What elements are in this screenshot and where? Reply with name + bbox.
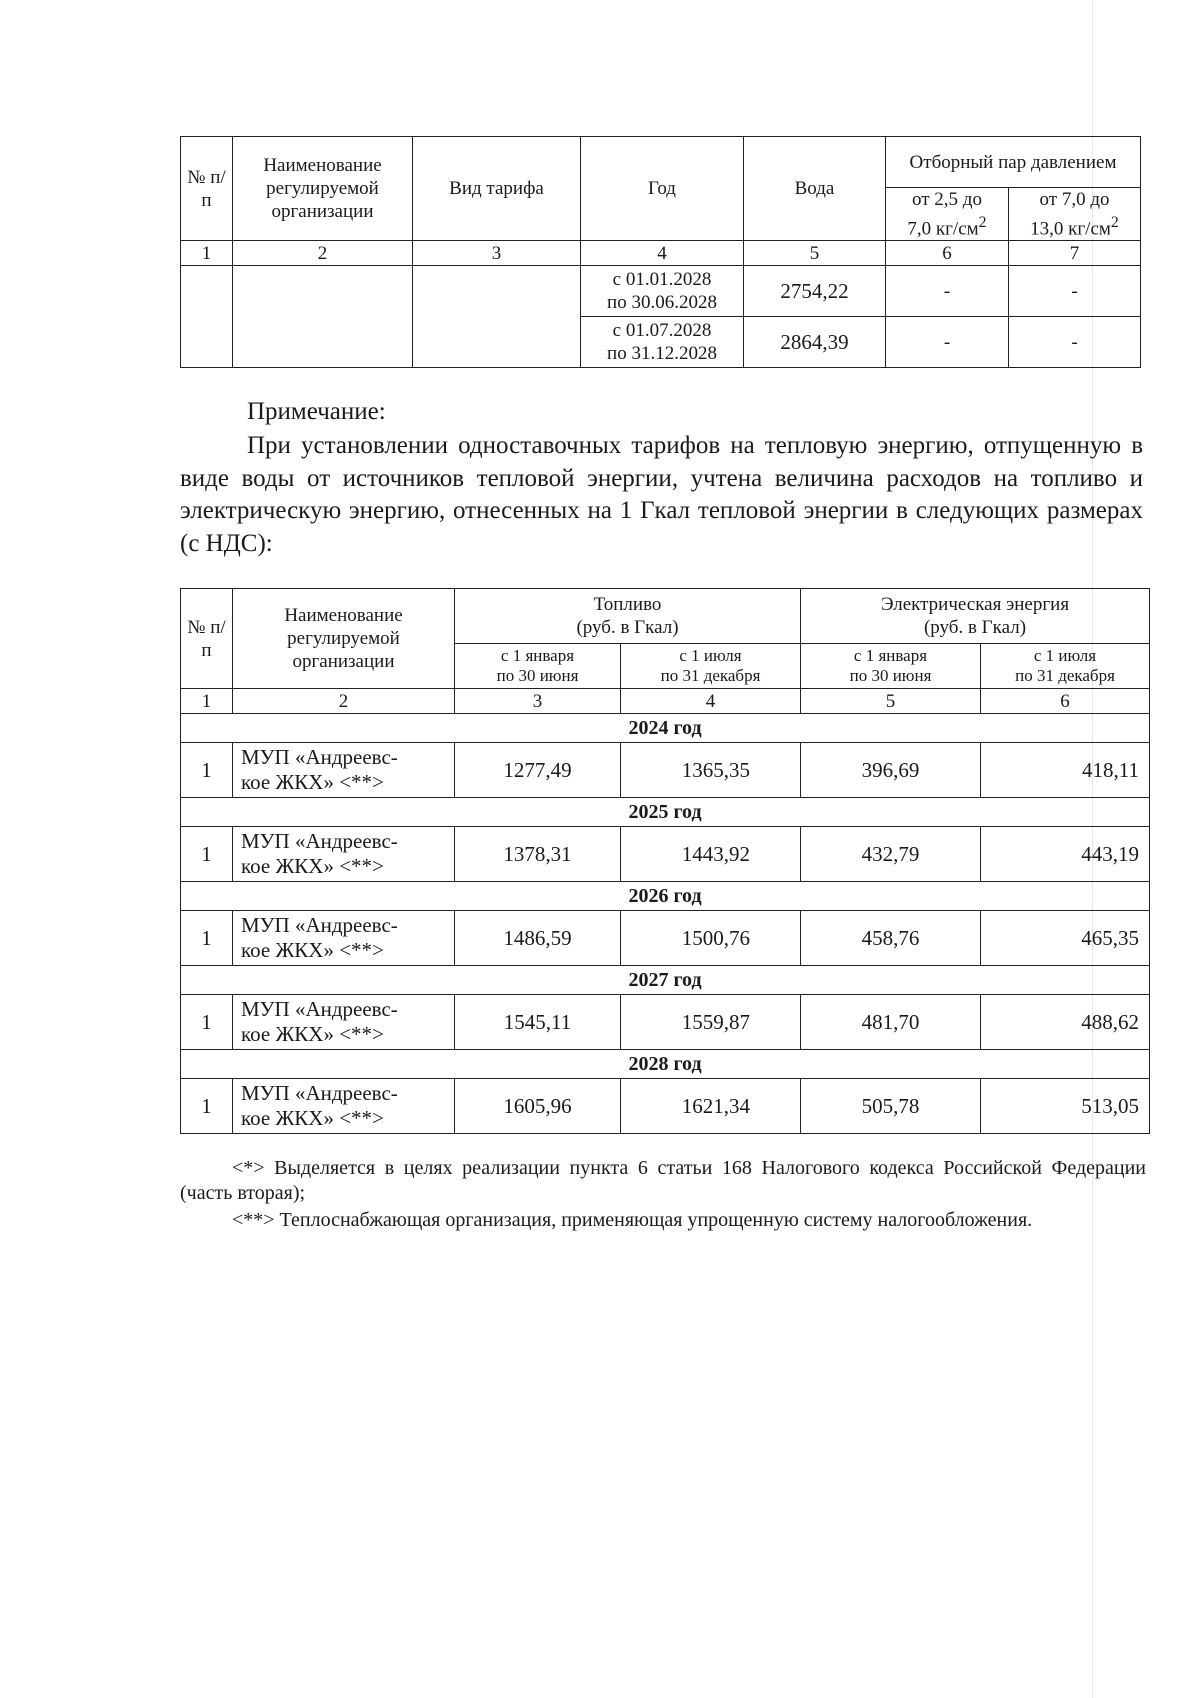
cell-fuel-h1: 1486,59 [455, 911, 621, 966]
col-number: 3 [413, 241, 581, 266]
cell-period: с 01.01.2028 по 30.06.2028 [581, 266, 744, 317]
note-text: При установлении одноставочных тарифов на тепловую энергию, отпущенную в виде воды от источников тепловой энергии, учтена величина расходов на топливо и электрическую энергию, отнесенных на 1 Гкал тепловой энергии в следующих размерах (с НДС): [180, 432, 1143, 557]
cell-fuel-h2: 1443,92 [621, 827, 801, 882]
col-number: 1 [181, 241, 233, 266]
cell-fuel-h2: 1559,87 [621, 995, 801, 1050]
cell-steam-high: - [1009, 266, 1141, 317]
table-row [181, 911, 1150, 966]
fuel-electricity-table [180, 588, 1150, 1134]
cell-fuel-h1: 1605,96 [455, 1079, 621, 1134]
footnote-vat: <*> Выделяется в целях реализации пункта 6 статьи 168 Налогового кодекса Российской Федерации (часть вторая); [180, 1157, 1146, 1204]
cell-num: 1 [181, 1079, 233, 1134]
header-elec-h2: с 1 июля по 31 декабря [981, 644, 1150, 689]
year-header: 2027 год [181, 966, 1150, 995]
cell-elec-h2: 488,62 [981, 995, 1150, 1050]
header-org: Наименование регулируемой организации [233, 589, 455, 689]
cell-fuel-h2: 1621,34 [621, 1079, 801, 1134]
header-elec-h1: с 1 января по 30 июня [801, 644, 981, 689]
cell-elec-h2: 418,11 [981, 743, 1150, 798]
header-fuel-h1: с 1 января по 30 июня [455, 644, 621, 689]
cell-num: 1 [181, 911, 233, 966]
col-number: 6 [886, 241, 1009, 266]
header-steam-low: от 2,5 до 7,0 $кг/см^2$ [886, 188, 1009, 241]
table-row [181, 1079, 1150, 1134]
cell-org [233, 266, 413, 368]
header-fuel: Топливо (руб. в Гкал) [455, 589, 801, 644]
header-num: № п/п [181, 137, 233, 241]
cell-num: 1 [181, 827, 233, 882]
cell-tariff [413, 266, 581, 368]
cell-fuel-h1: 1378,31 [455, 827, 621, 882]
cell-elec-h1: 481,70 [801, 995, 981, 1050]
cell-steam-low: - [886, 266, 1009, 317]
water-tariff-table [180, 136, 1141, 368]
cell-fuel-h2: 1500,76 [621, 911, 801, 966]
cell-org: МУП «Андреевс- кое ЖКХ» <**> [233, 911, 455, 966]
header-water: Вода [744, 137, 886, 241]
col-number: 5 [744, 241, 886, 266]
col-number: 2 [233, 689, 455, 714]
cell-fuel-h1: 1277,49 [455, 743, 621, 798]
col-number: 7 [1009, 241, 1141, 266]
cell-water: 2864,39 [744, 317, 886, 368]
cell-num [181, 266, 233, 368]
cell-fuel-h2: 1365,35 [621, 743, 801, 798]
header-year: Год [581, 137, 744, 241]
cell-steam-low: - [886, 317, 1009, 368]
cell-elec-h2: 513,05 [981, 1079, 1150, 1134]
cell-org: МУП «Андреевс- кое ЖКХ» <**> [233, 1079, 455, 1134]
col-number: 3 [455, 689, 621, 714]
cell-org: МУП «Андреевс- кое ЖКХ» <**> [233, 995, 455, 1050]
cell-water: 2754,22 [744, 266, 886, 317]
table-row [181, 266, 1141, 317]
cell-elec-h1: 458,76 [801, 911, 981, 966]
cell-elec-h2: 443,19 [981, 827, 1150, 882]
col-number: 4 [621, 689, 801, 714]
cell-period: с 01.07.2028 по 31.12.2028 [581, 317, 744, 368]
year-header: 2026 год [181, 882, 1150, 911]
header-num: № п/п [181, 589, 233, 689]
cell-elec-h1: 505,78 [801, 1079, 981, 1134]
header-electricity: Электрическая энергия (руб. в Гкал) [801, 589, 1150, 644]
header-tariff: Вид тарифа [413, 137, 581, 241]
table-row [181, 743, 1150, 798]
col-number: 2 [233, 241, 413, 266]
cell-org: МУП «Андреевс- кое ЖКХ» <**> [233, 827, 455, 882]
cell-fuel-h1: 1545,11 [455, 995, 621, 1050]
footnote-simplified-tax: <**> Теплоснабжающая организация, применяющая упрощенную систему налогообложения. [232, 1209, 1033, 1231]
header-steam-high: от 7,0 до 13,0 $кг/см^2$ [1009, 188, 1141, 241]
cell-elec-h1: 396,69 [801, 743, 981, 798]
cell-num: 1 [181, 743, 233, 798]
header-fuel-h2: с 1 июля по 31 декабря [621, 644, 801, 689]
table-row [181, 995, 1150, 1050]
year-header: 2025 год [181, 798, 1150, 827]
note-title: Примечание: [247, 398, 386, 425]
cell-elec-h1: 432,79 [801, 827, 981, 882]
table-row [181, 827, 1150, 882]
cell-steam-high: - [1009, 317, 1141, 368]
col-number: 4 [581, 241, 744, 266]
header-org: Наименование регулируемой организации [233, 137, 413, 241]
header-steam: Отборный пар давлением [886, 137, 1141, 188]
year-header: 2024 год [181, 714, 1150, 743]
col-number: 6 [981, 689, 1150, 714]
year-header: 2028 год [181, 1050, 1150, 1079]
col-number: 1 [181, 689, 233, 714]
cell-org: МУП «Андреевс- кое ЖКХ» <**> [233, 743, 455, 798]
col-number: 5 [801, 689, 981, 714]
cell-elec-h2: 465,35 [981, 911, 1150, 966]
cell-num: 1 [181, 995, 233, 1050]
